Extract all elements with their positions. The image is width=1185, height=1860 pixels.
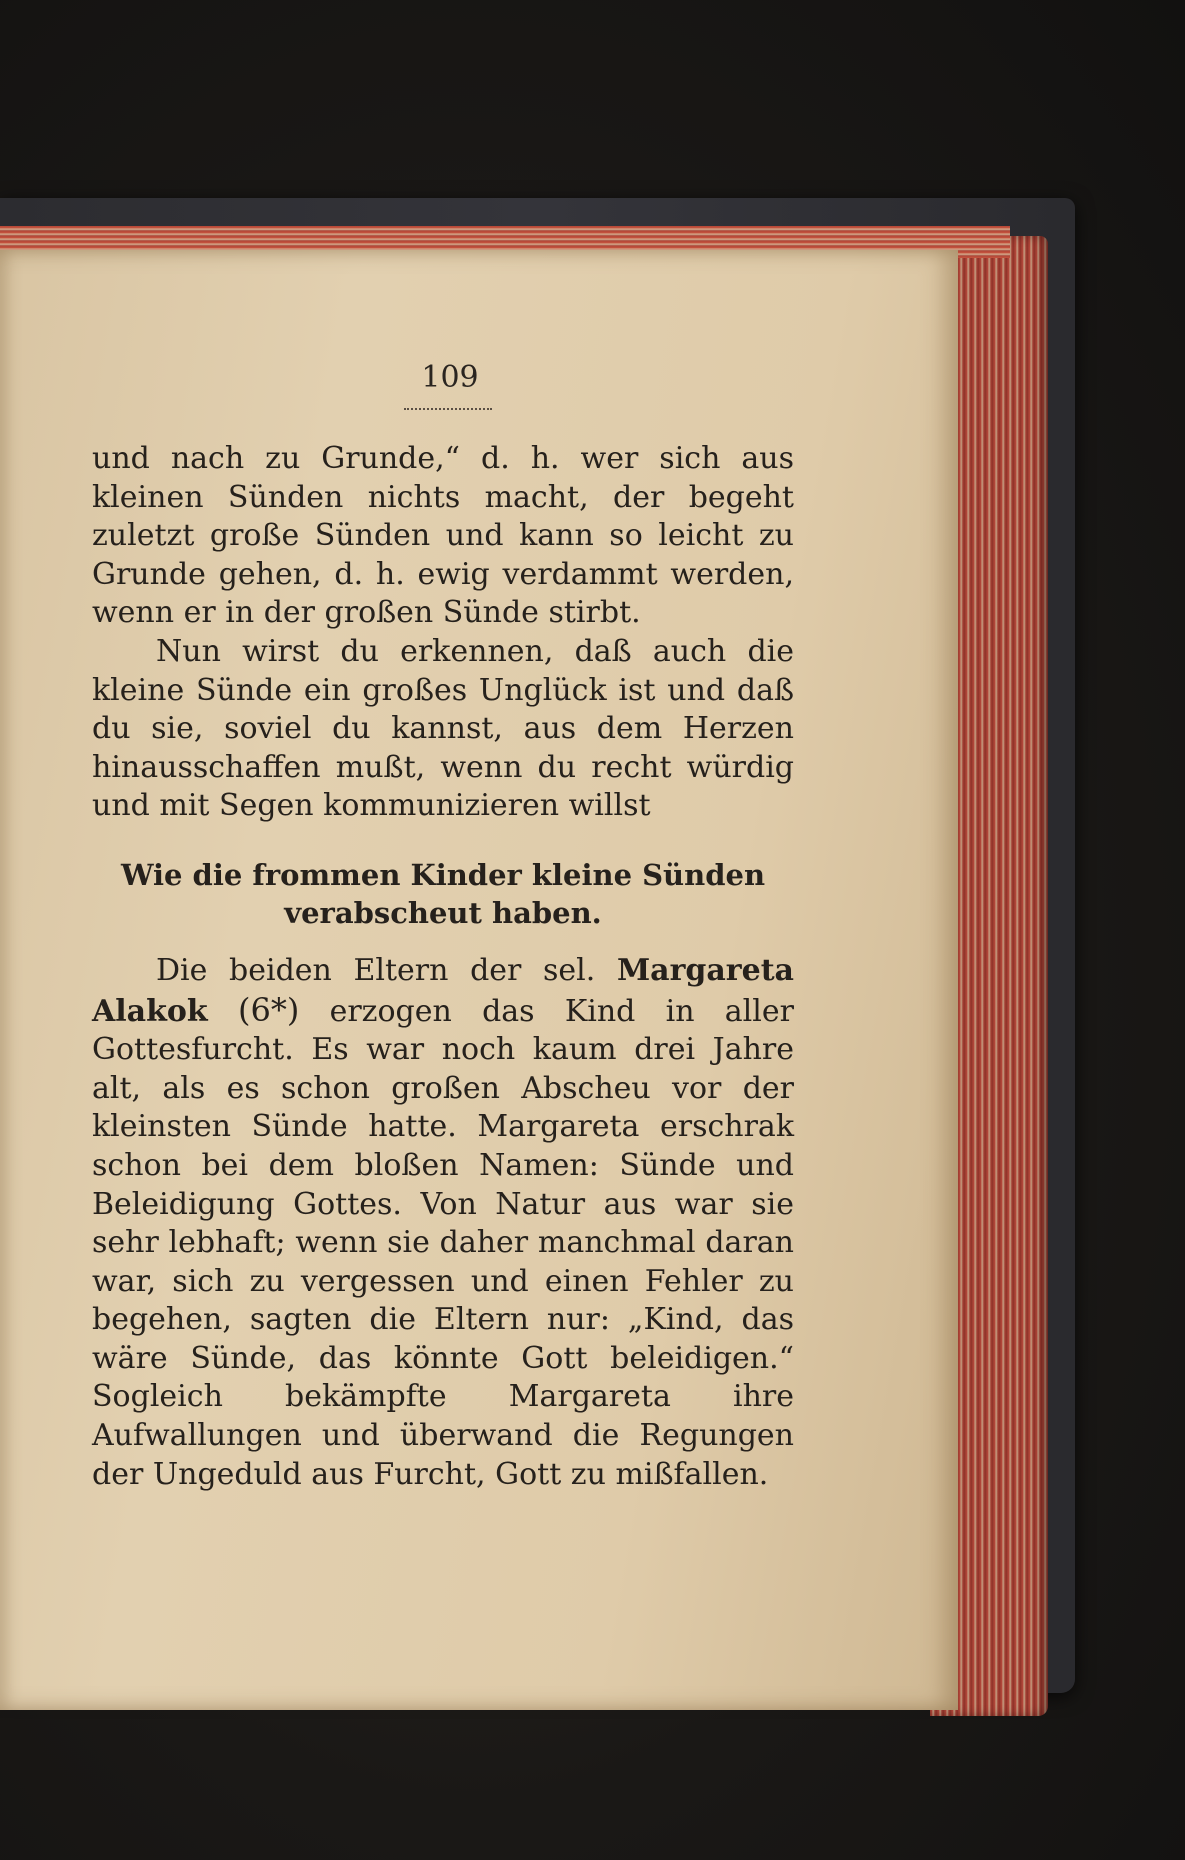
person-name: Margareta Alakok bbox=[92, 952, 794, 1029]
paragraph-3 bbox=[92, 952, 794, 1494]
paragraph-1: und nach zu Grunde,“ d. h. wer sich aus kleinen Sünden nichts macht, der begeht zuletzt große Sünden und kann so leicht zu Grunde gehen, d. h. ewig verdammt werden, wenn er in der großen Sünde stirbt. bbox=[92, 441, 794, 631]
paragraph-2: Nun wirst du erkennen, daß auch die kleine Sünde ein großes Unglück ist und daß du sie, soviel du kannst, aus dem Herzen hinausschaffen mußt, wenn du recht würdig und mit Segen kommunizieren willst bbox=[92, 633, 794, 824]
page-number: 109 bbox=[421, 360, 479, 395]
page-number-ornament bbox=[404, 402, 492, 410]
footnote-mark: (6*) bbox=[237, 990, 300, 1029]
page-text bbox=[92, 440, 794, 1494]
paragraph-3-lead: Die beiden Eltern der sel. bbox=[156, 952, 596, 988]
section-heading: Wie die frommen Kinder kleine Sünden verabscheut haben. bbox=[120, 857, 766, 930]
paragraph-3-rest: erzogen das Kind in aller Gottesfurcht. Es war noch kaum drei Jahre alt, als es schon großen Abscheu vor der kleinsten Sünde hatte. Margareta erschrak schon bei dem bloßen Namen: Sünde und Beleidigung Gottes. Von Natur aus war sie sehr lebhaft; wenn sie daher manchmal daran war, sich zu vergessen und einen Fehler zu begehen, sagten die Eltern nur: „Kind, das wäre Sünde, das könnte Gott beleidigen.“ Sogleich bekämpfte Margareta ihre Aufwallungen und überwand die Regungen der Ungeduld aus Furcht, Gott zu mißfallen. bbox=[92, 993, 794, 1492]
